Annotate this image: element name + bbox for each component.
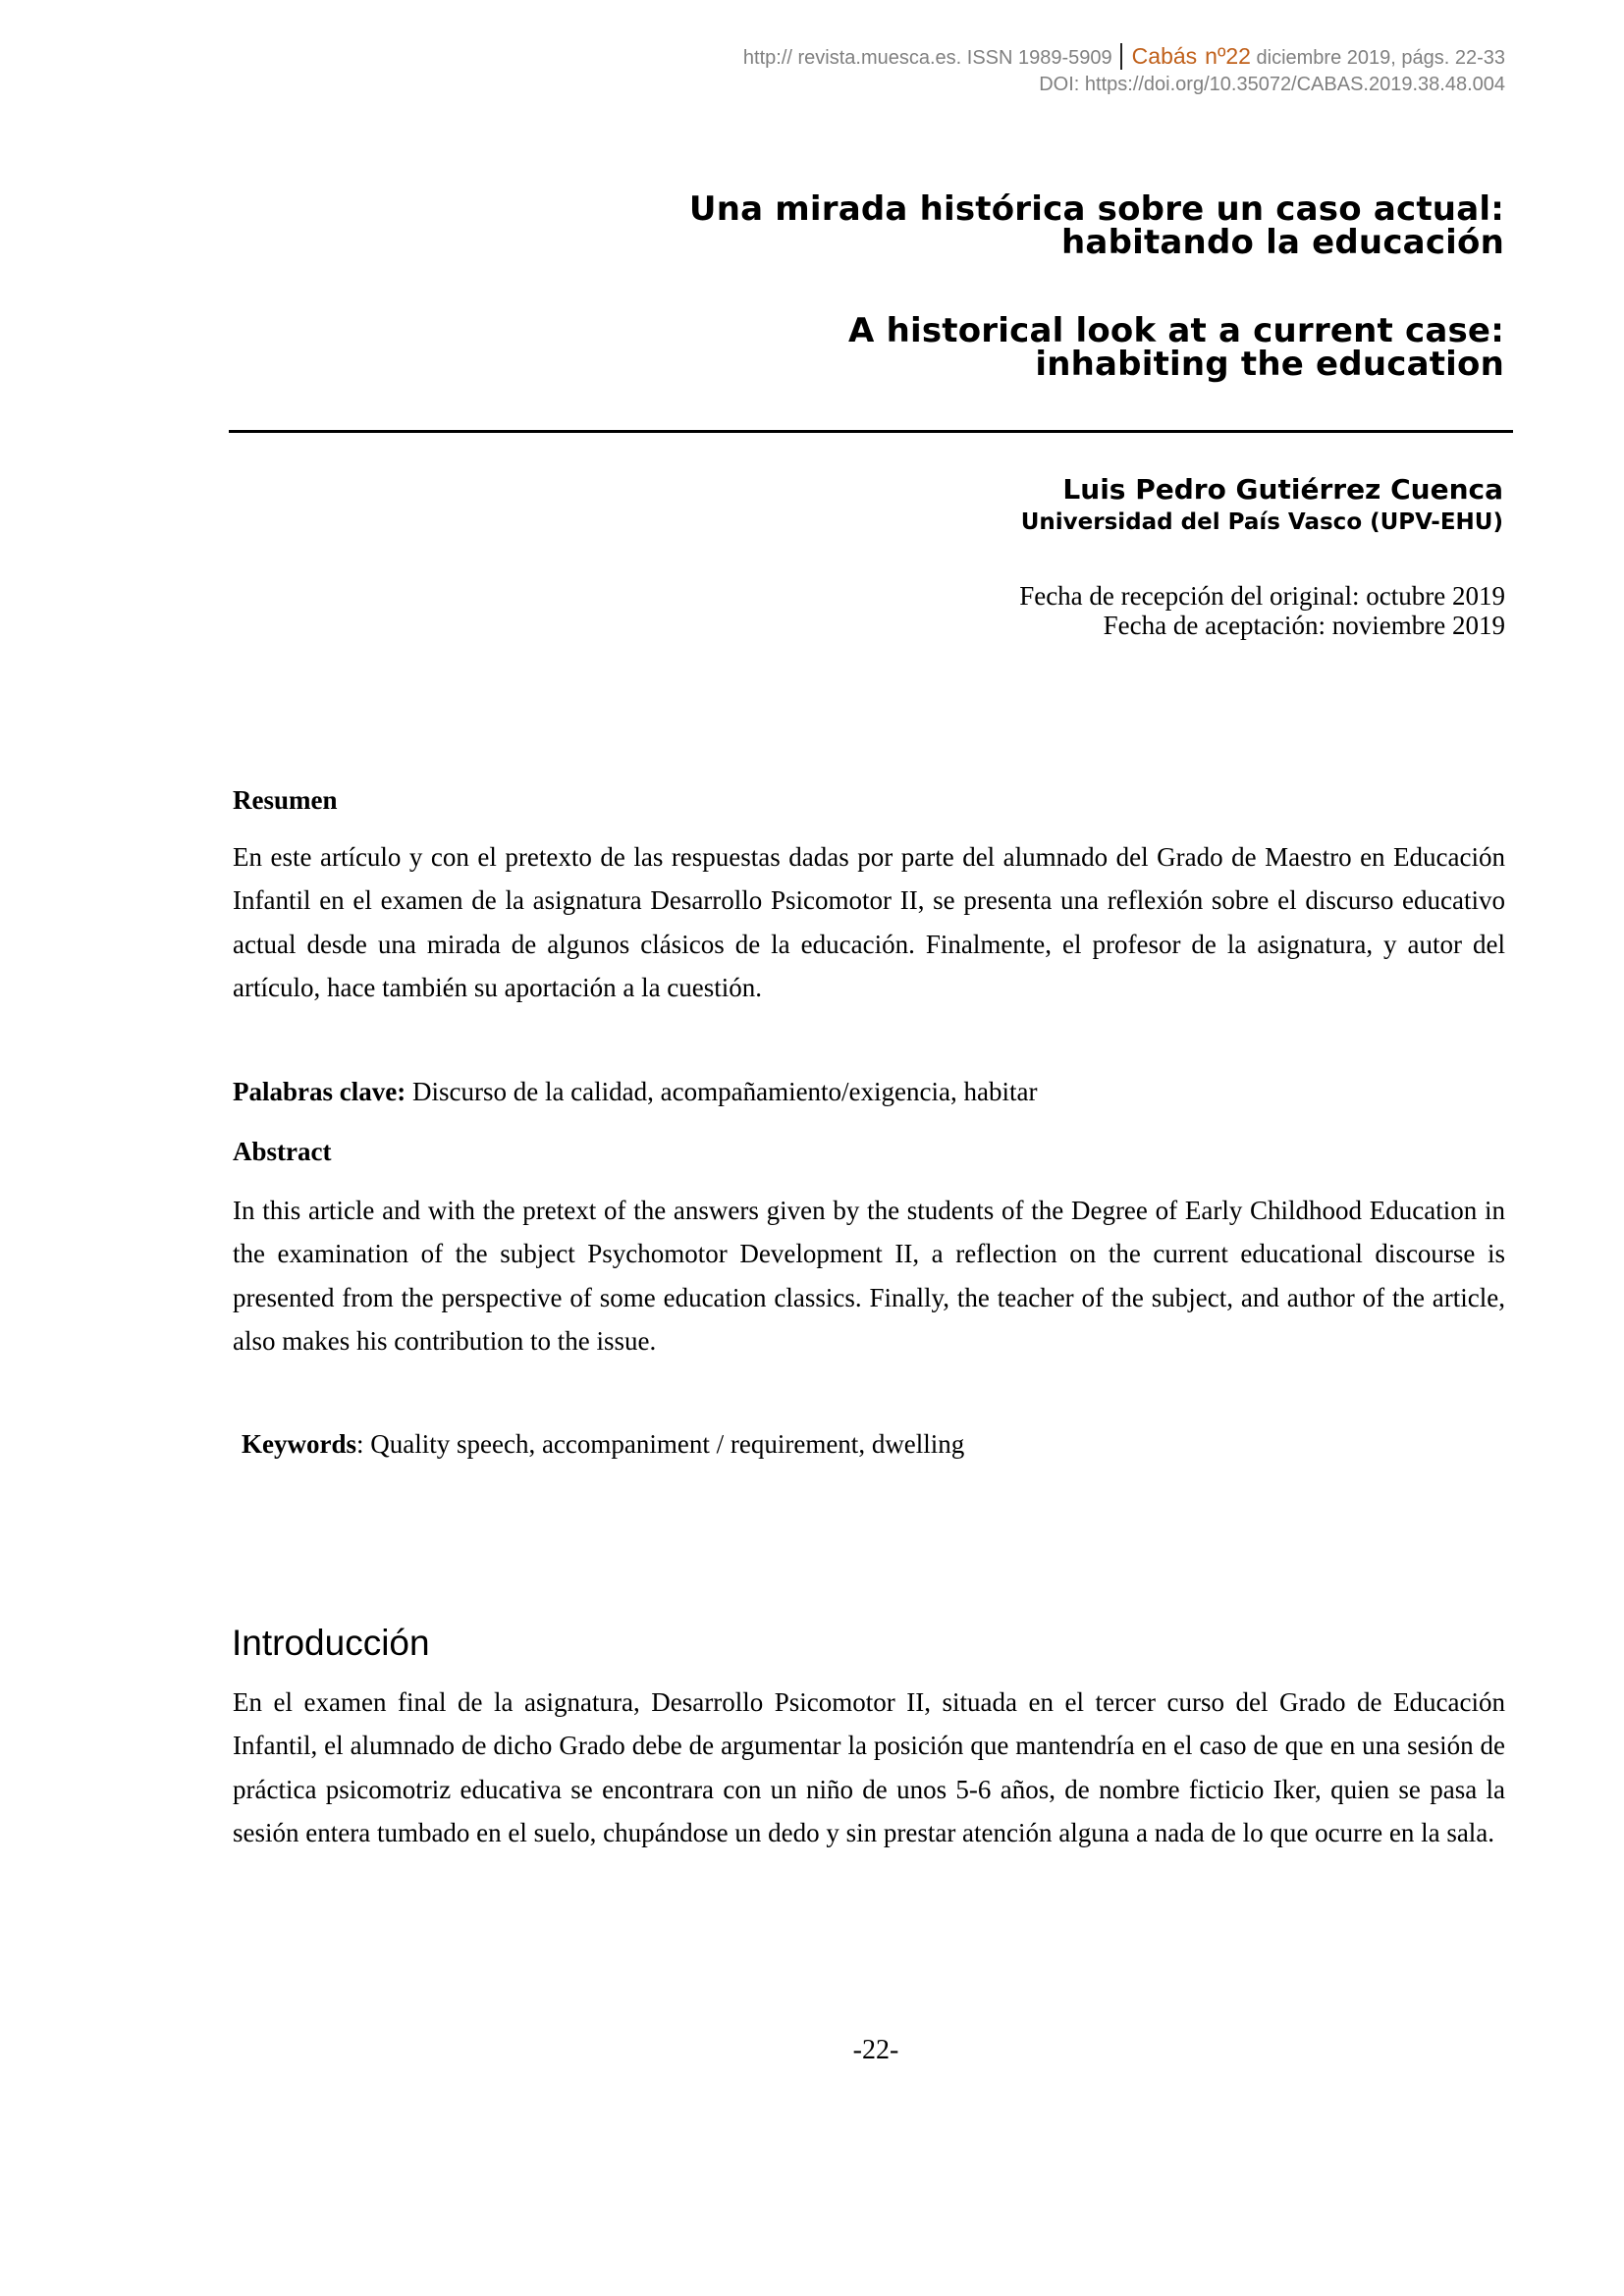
introduccion-heading: Introducción xyxy=(232,1623,430,1663)
date-received: Fecha de recepción del original: octubre 2019 xyxy=(1019,581,1505,611)
title-divider xyxy=(229,430,1513,433)
resumen-paragraph: En este artículo y con el pretexto de las respuestas dadas por parte del alumnado del Grado de Maestro en Educación Infantil en el examen de la asignatura Desarrollo Psicomotor II, se presenta una reflexión sobre el discurso educativo actual desde una mirada de algunos clásicos de la educación. Finalmente, el profesor de la asignatura, y autor del artículo, hace también su aportación a la cuestión. xyxy=(233,842,1505,1002)
title-es-line-1: Una mirada histórica sobre un caso actual: xyxy=(688,189,1504,229)
author-block xyxy=(1021,473,1503,538)
keywords-label: Keywords xyxy=(242,1429,356,1459)
journal-issue: nº22 xyxy=(1205,43,1251,69)
header-line-1 xyxy=(743,43,1505,72)
header-separator xyxy=(1120,43,1122,70)
resumen-heading: Resumen xyxy=(233,785,338,815)
journal-name: Cabás xyxy=(1131,43,1198,69)
introduccion-paragraph: En el examen final de la asignatura, Desarrollo Psicomotor II, situada en el tercer curso del Grado de Educación Infantil, el alumnado de dicho Grado debe de argumentar la posición que mantendría en el caso de que en una sesión de práctica psicomotriz educativa se encontrara con un niño de unos 5-6 años, de nombre ficticio Iker, quien se pasa la sesión entera tumbado en el suelo, chupándose un dedo y sin prestar atención alguna a nada de lo que ocurre en la sala. xyxy=(233,1687,1505,1847)
issue-date-pages: diciembre 2019, págs. 22-33 xyxy=(1256,47,1505,69)
article-titles xyxy=(688,189,1504,384)
title-spanish xyxy=(688,189,1504,262)
title-es-line-2: habitando la educación xyxy=(1061,223,1504,262)
abstract-heading: Abstract xyxy=(233,1137,332,1166)
title-english xyxy=(689,311,1504,384)
abstract-paragraph: In this article and with the pretext of the answers given by the students of the Degree of Early Childhood Education in the examination of the subject Psychomotor Development II, a reflection on the current educational discourse is presented from the perspective of some education classics. Finally, the teacher of the subject, and author of the article, also makes his contribution to the issue. xyxy=(233,1196,1505,1356)
author-name: Luis Pedro Gutiérrez Cuenca xyxy=(1062,473,1503,506)
palabras-clave-values: Discurso de la calidad, acompañamiento/exigencia, habitar xyxy=(406,1077,1038,1106)
page-number: -22- xyxy=(852,2035,899,2065)
palabras-clave-label: Palabras clave: xyxy=(233,1077,406,1106)
title-en-line-2: inhabiting the education xyxy=(1035,345,1504,384)
date-accepted: Fecha de aceptación: noviembre 2019 xyxy=(1103,611,1505,640)
journal-name-issue xyxy=(1132,43,1251,69)
site-issn: http:// revista.muesca.es. ISSN 1989-5909 xyxy=(742,47,1112,69)
running-header xyxy=(743,43,1505,98)
author-affiliation: Universidad del País Vasco (UPV-EHU) xyxy=(1020,509,1503,535)
keywords-values: : Quality speech, accompaniment / requirement, dwelling xyxy=(356,1429,965,1459)
doi-line[interactable]: DOI: https://doi.org/10.35072/CABAS.2019.38.48.004 xyxy=(1039,74,1505,95)
keywords xyxy=(242,1429,1514,1459)
palabras-clave xyxy=(233,1077,1505,1106)
title-en-line-1: A historical look at a current case: xyxy=(848,311,1504,350)
submission-dates xyxy=(1019,581,1505,640)
